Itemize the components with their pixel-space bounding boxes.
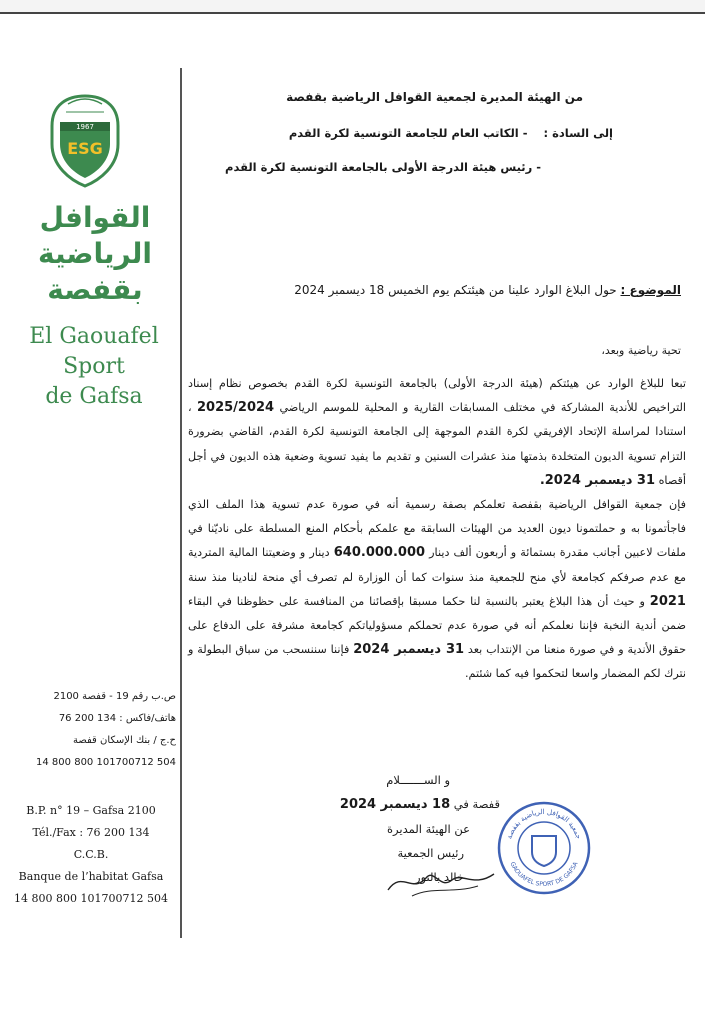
paragraph-1-text: تبعا للبلاغ الوارد عن هيئتكم (هيئة الدرجة الأولى) بالجامعة التونسية لكرة القدم بخصوص نظام إسناد التراخيص للأندية المشاركة في مختلف المسابقات القارية و المحلية للموسم الرياضي [188, 377, 687, 415]
paragraph-2-text-d: فإننا سننسحب من سباق البطولة و نترك لكم المضمار واسعا لتحكموا فيه كما شئتم. [188, 643, 686, 681]
closing-from: عن الهيئة المديرة [387, 822, 470, 836]
address-fr-line: C.C.B. [73, 848, 109, 861]
svg-text:ESG: ESG [67, 139, 103, 158]
subject-label: الموضوع : [620, 283, 681, 297]
address-ar-line: 14 800 800 101700712 504 [36, 757, 176, 768]
season-year: 2025/2024 [196, 400, 275, 416]
address-fr-line: Banque de l’habitat Gafsa [18, 870, 164, 883]
paragraph-1 [188, 372, 686, 493]
debt-amount: 640.000.000 [333, 545, 426, 561]
letter-body [188, 372, 686, 687]
recipient-1: - الكاتب العام للجامعة التونسية لكرة القدم [288, 126, 528, 140]
address-fr-line: Tél./Fax : 76 200 134 [32, 826, 150, 839]
club-name-ar-line: القوافل [39, 201, 151, 234]
transfer-deadline: 31 ديسمبر 2024 [353, 642, 465, 658]
closing-title: رئيس الجمعية [397, 846, 464, 860]
paragraph-2 [188, 493, 686, 687]
club-name-fr-line: Sport [63, 354, 125, 379]
paragraph-2-text-b: دينار و وضعيتنا المالية المتردية مع عدم صرفكم كجامعة لأي منح للجمعية منذ سنوات كما أن الوزارة لم تصرف أي منحة لنادينا منذ سنة [188, 546, 686, 584]
club-name-fr-line: El Gaouafel [29, 324, 159, 349]
club-name-french [14, 322, 174, 412]
deadline-date: 31 ديسمبر 2024. [539, 472, 655, 488]
club-stamp-icon [496, 800, 592, 896]
recipient-2: - رئيس هيئة الدرجة الأولى بالجامعة التونسية لكرة القدم [225, 160, 541, 174]
letter-greeting: تحية رياضية وبعد، [601, 344, 681, 357]
closing-place-date [300, 792, 500, 817]
recipient-label: إلى السادة : [543, 126, 613, 140]
subject-text: حول البلاغ الوارد علينا من هيئتكم يوم الخميس 18 ديسمبر 2024 [294, 283, 617, 297]
grant-year: 2021 [649, 593, 686, 609]
club-name-ar-line: الرياضية [37, 237, 153, 270]
address-ar-line: ص.ب رقم 19 - قفصة 2100 [53, 691, 176, 702]
svg-text:GAOUAFEL SPORT DE GAFSA: GAOUAFEL SPORT DE GAFSA [508, 860, 580, 889]
club-name-ar-line: بقفصة [47, 273, 143, 306]
address-ar-line: هاتف/فاكس : 134 200 76 [58, 713, 176, 724]
address-fr-line: 14 800 800 101700712 504 [14, 892, 168, 905]
recipient-line-1 [143, 126, 613, 140]
address-fr-line: B.P. n° 19 – Gafsa 2100 [26, 804, 156, 817]
letter-sender: من الهيئة المديرة لجمعية القوافل الرياضية بقفصة [286, 90, 583, 104]
paragraph-2-text-c: و حيث أن هذا البلاغ يعتبر بالنسبة لنا حكما مسبقا بإقصائنا من المنافسة على حظوظنا في البقاء ضمن أندية النخبة فإننا نعلمكم أنه في صورة عدم تحملكم مسؤولياتكم كجامعة مشرفة على الدفاع على حقوق الأندية و في صورة منعنا من الإنتداب بعد [188, 594, 686, 657]
paragraph-2-text: فإن جمعية القوافل الرياضية بقفصة تعلمكم بصفة رسمية أنه في صورة عدم تسوية هذا الملف الذي فاجأتمونا به و حملتمونا ديون العديد من الهيئات السابقة مع علمكم بأحكام المنع المسلطة على ناديّنا في ملفات لاعبين أجانب مقدرة بستمائة و أربعون ألف دينار [188, 498, 686, 560]
svg-text:جمعية القوافل الرياضية بقفصة: جمعية القوافل الرياضية بقفصة [505, 808, 583, 840]
top-edge-bar [0, 0, 705, 14]
place-date: 18 ديسمبر 2024 [339, 797, 451, 812]
closing-salute: و الســـــــلام [386, 773, 450, 787]
club-name-fr-line: de Gafsa [45, 384, 143, 409]
signature-icon [382, 860, 502, 900]
svg-text:1967: 1967 [76, 123, 94, 131]
paragraph-1-text-b: ، استنادا لمراسلة الإتحاد الإفريقي لكرة القدم الموجهة إلى الجامعة التونسية لكرة القدم، القاضي بضرورة التزام تسوية الديون المتخلدة بذمتها منذ عشرات السنين و تقديم ما يفيد تسوية وضعية هذه الديون في أجل أقصاه [188, 401, 686, 487]
address-ar-line: ح.ج / بنك الإسكان قفصة [72, 735, 176, 746]
address-block-french [6, 800, 176, 910]
margin-divider-line [180, 68, 182, 938]
recipient-line-2 [71, 160, 541, 174]
club-name-arabic [20, 200, 170, 308]
address-block-arabic [8, 686, 176, 774]
place-date-prefix: قفصة في [453, 797, 500, 811]
signatory-name: خالد بالنور [415, 870, 464, 884]
letter-subject [211, 283, 681, 297]
